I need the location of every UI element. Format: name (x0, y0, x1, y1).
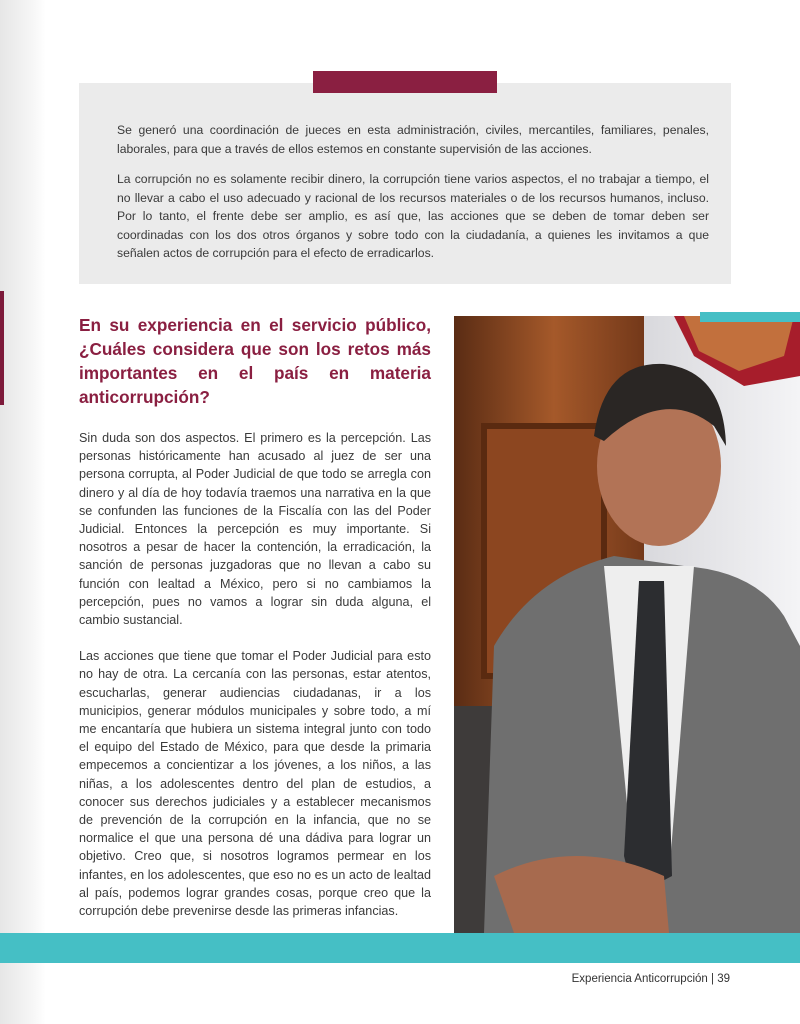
bottom-teal-band (0, 933, 800, 963)
left-accent-bar (0, 291, 4, 405)
intro-quote-box (79, 83, 731, 284)
page-footer (572, 973, 730, 985)
page-spine-shadow (0, 0, 46, 1024)
footer-separator: | (711, 973, 718, 985)
intro-paragraph: Se generó una coordinación de jueces en esta administración, civiles, mercantiles, familiares, penales, laborales, para que a través de ellos estemos en constante supervisión de las acciones. (117, 123, 709, 156)
answer-paragraph: Sin duda son dos aspectos. El primero es la percepción. Las personas históricamente han acusado al juez de ser una persona corrupta, al Poder Judicial de que todo se arregla con dinero y al día de hoy todavía traemos una narrativa en la que se confunden las funciones de la Fiscalía con las del Poder Judicial. Entonces la percepción es muy importante. Si nosotros a pesar de hacer la contención, la erradicación, la sanción de personas juzgadoras que no llevan a cabo su función con lealtad a México, pero si no cambiamos la percepción, pues no vamos a lograr sin duda alguna, el cambio sustancial. (79, 431, 431, 628)
portrait-photo (454, 316, 800, 933)
top-accent-bar (313, 71, 497, 93)
interview-column (79, 313, 431, 920)
page-number: 39 (717, 973, 730, 985)
photo-accent-tab (700, 312, 800, 322)
interview-question: En su experiencia en el servicio público, ¿Cuáles considera que son los retos más importantes en el país en materia anticorrupción? (79, 315, 431, 407)
answer-paragraph: Las acciones que tiene que tomar el Poder Judicial para esto no hay de otra. La cercanía con las personas, estar atentos, escucharlas, generar audiencias ciudadanas, ir a los municipios, generar módulos municipales y sobre todo, a mí me encantaría que hubiera un sistema integral junto con todo el equipo del Estado de México, para que desde la primaria empecemos a concientizar a los jóvenes, a los niños, a las niñas, a los adolescentes dentro del plan de estudios, a conocer sus derechos judiciales y a establecer mecanismos de prevención de la corrupción en la infancia, que no se normalice el que una persona dé una dádiva para lograr un objetivo. Creo que, si nosotros logramos permear en los infantes, en los adolescentes, que eso no es un acto de lealtad al país, podemos lograr grandes cosas, porque creo que la corrupción debe prevenirse desde las primeras infancias. (79, 649, 431, 919)
portrait-illustration (454, 316, 800, 933)
footer-section-title: Experiencia Anticorrupción (571, 973, 708, 985)
intro-paragraph: La corrupción no es solamente recibir dinero, la corrupción tiene varios aspectos, el no trabajar a tiempo, el no llevar a cabo el uso adecuado y racional de los recursos materiales o de los recursos humanos, incluso. Por lo tanto, el frente debe ser amplio, es así que, las acciones que se deben de tomar deben ser coordinadas con los dos otros órganos y sobre todo con la ciudadanía, a quienes les invitamos a que señalen actos de corrupción para el efecto de erradicarlos. (117, 172, 709, 260)
